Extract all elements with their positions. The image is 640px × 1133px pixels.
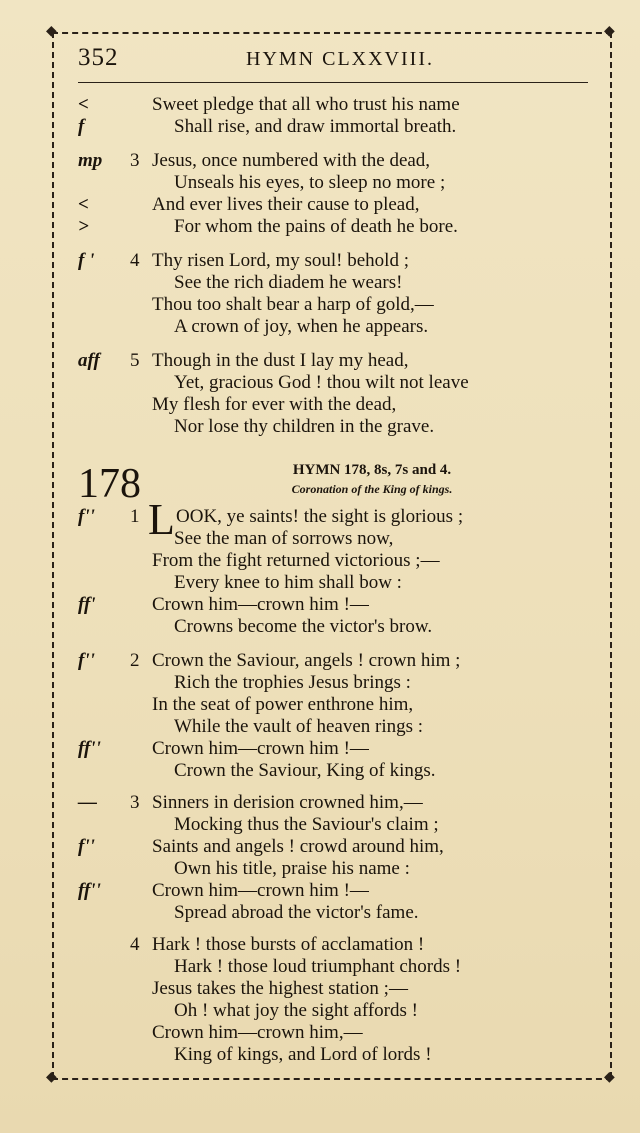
verse-text: From the fight returned victorious ;— bbox=[152, 550, 440, 571]
verse-line bbox=[0, 116, 610, 138]
verse-number: 1 bbox=[130, 506, 140, 527]
verse-line bbox=[0, 150, 610, 172]
bottom-border-rule bbox=[52, 1078, 612, 1080]
verse-line bbox=[0, 858, 610, 880]
verse-number: 3 bbox=[130, 150, 140, 171]
page-number: 352 bbox=[78, 44, 119, 71]
dynamic-marking: f'' bbox=[78, 650, 95, 671]
verse-line bbox=[0, 216, 610, 238]
dynamic-marking: ff'' bbox=[78, 880, 101, 901]
right-border-rule bbox=[610, 32, 612, 1078]
verse-text: Sweet pledge that all who trust his name bbox=[152, 94, 460, 115]
corner-ornament-icon: ◆ bbox=[46, 24, 57, 39]
verse-line bbox=[0, 172, 610, 194]
verse-text: A crown of joy, when he appears. bbox=[174, 316, 429, 337]
corner-ornament-icon: ◆ bbox=[46, 1070, 57, 1085]
verse-line bbox=[0, 616, 610, 638]
corner-ornament-icon: ◆ bbox=[604, 24, 615, 39]
verse-number: 4 bbox=[130, 250, 140, 271]
corner-ornament-icon: ◆ bbox=[604, 1070, 615, 1085]
verse-text: Though in the dust I lay my head, bbox=[152, 350, 409, 371]
verse-line bbox=[0, 650, 610, 672]
verse-text: See the rich diadem he wears! bbox=[174, 272, 403, 293]
verse-text: Yet, gracious God ! thou wilt not leave bbox=[174, 372, 469, 393]
verse-line bbox=[0, 814, 610, 836]
verse-number: 4 bbox=[130, 934, 140, 955]
dynamic-marking: ff' bbox=[78, 594, 96, 615]
verse-line bbox=[0, 694, 610, 716]
verse-text: Crown the Saviour, angels ! crown him ; bbox=[152, 650, 461, 671]
verse-line bbox=[0, 956, 610, 978]
verse-text: For whom the pains of death he bore. bbox=[174, 216, 458, 237]
verse-text: Own his title, praise his name : bbox=[174, 858, 410, 879]
verse-text: Hark ! those bursts of acclamation ! bbox=[152, 934, 425, 955]
hymn-heading: HYMN 178, 8s, 7s and 4. bbox=[292, 462, 452, 478]
verse-line bbox=[0, 672, 610, 694]
hymn-subtitle: Coronation of the King of kings. bbox=[291, 482, 453, 496]
top-border-rule bbox=[52, 32, 612, 34]
verse-line bbox=[0, 1044, 610, 1066]
page-header bbox=[78, 44, 588, 80]
verse-line bbox=[0, 836, 610, 858]
verse-text: Jesus takes the highest station ;— bbox=[152, 978, 408, 999]
verse-line bbox=[0, 572, 610, 594]
verse-text: OOK, ye saints! the sight is glorious ; bbox=[176, 506, 464, 527]
verse-line bbox=[0, 902, 610, 924]
verse-line bbox=[0, 350, 610, 372]
verse-text: Crown him—crown him !— bbox=[152, 880, 369, 901]
verse-line bbox=[0, 760, 610, 782]
verse-text: Oh ! what joy the sight affords ! bbox=[174, 1000, 418, 1021]
dynamic-marking: < bbox=[78, 194, 89, 215]
verse-line bbox=[0, 394, 610, 416]
verse-text: Nor lose thy children in the grave. bbox=[174, 416, 435, 437]
dynamic-marking: > bbox=[78, 216, 89, 237]
running-title: HYMN CLXXVIII. bbox=[246, 48, 434, 70]
dynamic-marking: < bbox=[78, 94, 89, 115]
dynamic-marking: f'' bbox=[78, 836, 95, 857]
verse-line bbox=[0, 738, 610, 760]
verse-line bbox=[0, 94, 610, 116]
verse-line bbox=[0, 594, 610, 616]
verse-text: Crowns become the victor's brow. bbox=[174, 616, 433, 637]
verse-line bbox=[0, 528, 610, 550]
verse-line bbox=[0, 934, 610, 956]
verse-text: Sinners in derision crowned him,— bbox=[152, 792, 423, 813]
verse-text: Crown the Saviour, King of kings. bbox=[174, 760, 436, 781]
verse-text: Thy risen Lord, my soul! behold ; bbox=[152, 250, 409, 271]
verse-text: And ever lives their cause to plead, bbox=[152, 194, 420, 215]
verse-text: Crown him—crown him,— bbox=[152, 1022, 363, 1043]
verse-number: 5 bbox=[130, 350, 140, 371]
verse-line bbox=[0, 316, 610, 338]
verse-text: Every knee to him shall bow : bbox=[174, 572, 402, 593]
dynamic-marking: f ' bbox=[78, 250, 95, 271]
verse-line bbox=[0, 978, 610, 1000]
dynamic-marking: — bbox=[78, 792, 97, 813]
verse-line bbox=[0, 250, 610, 272]
verse-line bbox=[0, 792, 610, 814]
header-rule bbox=[78, 82, 588, 83]
verse-line bbox=[0, 272, 610, 294]
dynamic-marking: f'' bbox=[78, 506, 95, 527]
verse-line bbox=[0, 506, 610, 528]
verse-number: 3 bbox=[130, 792, 140, 813]
verse-text: Spread abroad the victor's fame. bbox=[174, 902, 419, 923]
verse-text: Unseals his eyes, to sleep no more ; bbox=[174, 172, 446, 193]
verse-text: Shall rise, and draw immortal breath. bbox=[174, 116, 457, 137]
verse-line bbox=[0, 372, 610, 394]
dynamic-marking: f bbox=[78, 116, 85, 137]
verse-text: In the seat of power enthrone him, bbox=[152, 694, 414, 715]
verse-line bbox=[0, 194, 610, 216]
verse-text: Rich the trophies Jesus brings : bbox=[174, 672, 411, 693]
verse-line bbox=[0, 294, 610, 316]
verse-line bbox=[0, 1000, 610, 1022]
verse-text: Crown him—crown him !— bbox=[152, 594, 369, 615]
verse-line bbox=[0, 716, 610, 738]
verse-text: King of kings, and Lord of lords ! bbox=[174, 1044, 432, 1065]
hymn-number: 178 bbox=[78, 461, 141, 507]
dynamic-marking: aff bbox=[78, 350, 100, 371]
dynamic-marking: ff'' bbox=[78, 738, 101, 759]
verse-text: My flesh for ever with the dead, bbox=[152, 394, 397, 415]
verse-text: See the man of sorrows now, bbox=[174, 528, 394, 549]
verse-line bbox=[0, 1022, 610, 1044]
verse-text: Thou too shalt bear a harp of gold,— bbox=[152, 294, 434, 315]
verse-line bbox=[0, 416, 610, 438]
verse-text: Jesus, once numbered with the dead, bbox=[152, 150, 431, 171]
verse-number: 2 bbox=[130, 650, 140, 671]
verse-line bbox=[0, 880, 610, 902]
drop-capital: L bbox=[148, 495, 175, 544]
verse-text: While the vault of heaven rings : bbox=[174, 716, 424, 737]
verse-text: Crown him—crown him !— bbox=[152, 738, 369, 759]
verse-line bbox=[0, 550, 610, 572]
dynamic-marking: mp bbox=[78, 150, 103, 171]
verse-text: Hark ! those loud triumphant chords ! bbox=[174, 956, 462, 977]
verse-text: Mocking thus the Saviour's claim ; bbox=[174, 814, 439, 835]
verse-text: Saints and angels ! crowd around him, bbox=[152, 836, 444, 857]
